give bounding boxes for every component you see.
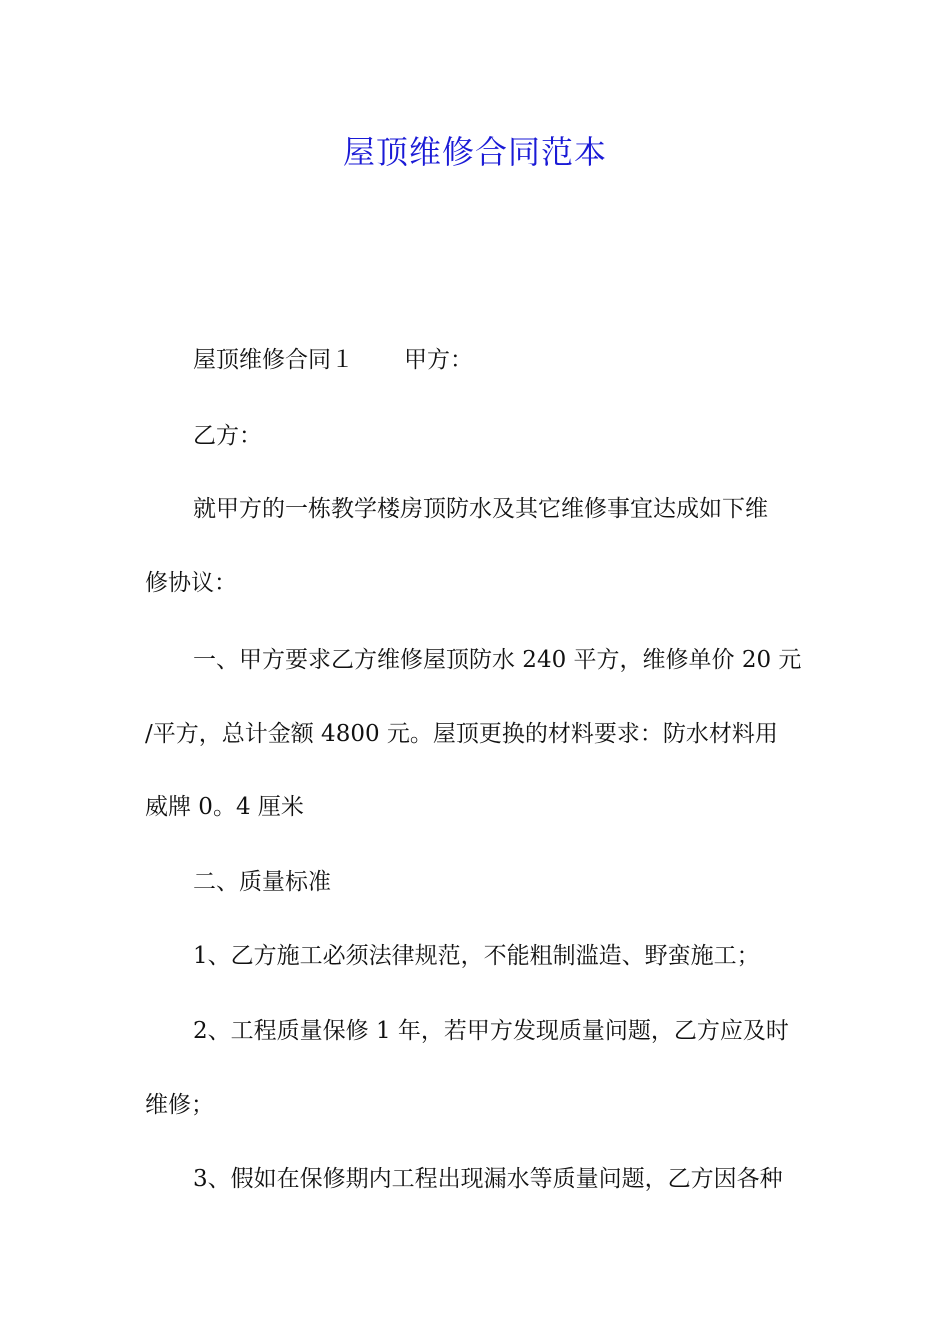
paragraph-line-12: 3、假如在保修期内工程出现漏水等质量问题，乙方因各种 xyxy=(193,1166,783,1192)
party-a-label: 甲方： xyxy=(404,347,473,373)
paragraph-line-4: 修协议： xyxy=(145,570,237,596)
paragraph-line-3: 就甲方的一栋教学楼房顶防水及其它维修事宜达成如下维 xyxy=(193,496,768,522)
paragraph-line-10: 2、工程质量保修 1 年，若甲方发现质量问题，乙方应及时 xyxy=(193,1018,789,1044)
paragraph-line-1 xyxy=(193,345,473,375)
section-heading-quality: 二、质量标准 xyxy=(193,869,331,895)
paragraph-line-9: 1、乙方施工必须法律规范，不能粗制滥造、野蛮施工； xyxy=(193,943,760,969)
document-title: 屋顶维修合同范本 xyxy=(342,133,607,171)
paragraph-line-5: 一、甲方要求乙方维修屋顶防水 240 平方，维修单价 20 元 xyxy=(193,647,802,673)
party-b-label: 乙方： xyxy=(193,423,262,449)
contract-heading: 屋顶维修合同１ xyxy=(193,347,354,373)
paragraph-line-7: 威牌 0。4 厘米 xyxy=(145,794,304,820)
paragraph-line-11: 维修； xyxy=(145,1092,214,1118)
paragraph-line-6: /平方，总计金额 4800 元。屋顶更换的材料要求：防水材料用 xyxy=(145,721,778,747)
